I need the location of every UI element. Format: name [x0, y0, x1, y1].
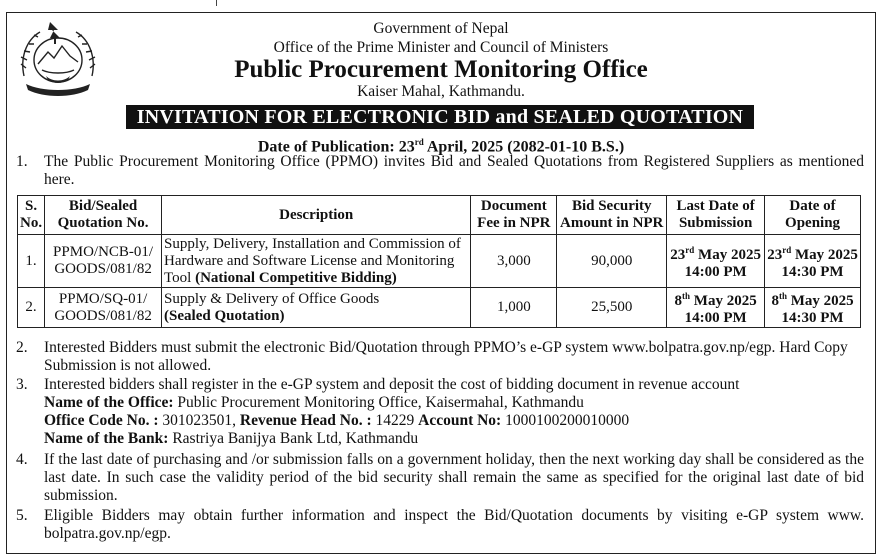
row-last-date: [667, 235, 765, 288]
open-time: 14:30 PM: [781, 263, 844, 280]
open-day-suffix: th: [778, 291, 787, 301]
header-last-date: [667, 196, 765, 235]
last-day-suffix: th: [682, 291, 691, 301]
row-bid-no: [45, 288, 162, 328]
header-fee-line1: Document: [480, 198, 547, 214]
open-day: 8: [771, 293, 779, 309]
header-government: Government of Nepal: [373, 20, 509, 37]
header-bid-security: [557, 196, 667, 235]
bid-no-line1: PPMO/NCB-01/: [53, 244, 154, 260]
header-security-line1: Bid Security: [571, 198, 652, 214]
paragraph-4-number: 4.: [16, 451, 28, 468]
paragraph-2-number: 2.: [16, 339, 28, 356]
paragraph-1-number: 1.: [16, 153, 28, 170]
paragraph-4: [16, 451, 864, 505]
header-sno: [18, 196, 45, 235]
header-bid-line1: Bid/Sealed: [68, 198, 138, 214]
paragraph-5-number: 5.: [16, 507, 28, 524]
header-description: Description: [162, 196, 471, 235]
header-document-fee: [471, 196, 557, 235]
codes-line: [44, 412, 864, 430]
paragraph-1-text: The Public Procurement Monitoring Office (PPMO) invites Bid and Sealed Quotations from Registered Suppliers as mentioned here.: [44, 153, 864, 188]
paragraph-5: [16, 507, 864, 543]
publication-day: 23: [398, 138, 415, 156]
paragraph-3: [16, 376, 864, 448]
paragraph-5-text: Eligible Bidders may obtain further information and inspect the Bid/Quotation documents by visiting e-GP system www. bolpatra.gov.np/egp.: [44, 507, 864, 542]
description-text: Supply, Delivery, Installation and Commission of Hardware and Software License and Monitoring Tool: [164, 235, 461, 286]
header-bid-line2: Quotation No.: [57, 215, 149, 231]
bank-value: Rastriya Banijya Bank Ltd, Kathmandu: [168, 430, 419, 447]
row-description: [162, 235, 471, 288]
row-description: [162, 288, 471, 328]
account-value: 1000100200010000: [501, 412, 630, 429]
header-office: Office of the Prime Minister and Council of Ministers: [273, 39, 609, 56]
top-tick: [216, 0, 217, 6]
revenue-head-label: Revenue Head No. :: [239, 412, 372, 429]
bid-table: [17, 195, 861, 328]
paragraph-2-text: Interested Bidders must submit the electronic Bid/Quotation through PPMO’s e-GP system www.bolpatra.gov.np/egp. Hard Copy Submission is not allowed.: [44, 339, 848, 374]
header-last-line2: Submission: [678, 215, 753, 231]
revenue-head-value: 14229: [371, 412, 419, 429]
header-bid-no: [45, 196, 162, 235]
open-day-suffix: rd: [782, 244, 792, 255]
header-fee-line2: Fee in NPR: [477, 215, 551, 231]
last-day: 23: [670, 246, 686, 263]
open-month-year: May 2025: [786, 293, 854, 309]
header-last-line1: Last Date of: [676, 198, 755, 214]
table-header-row: [18, 196, 861, 235]
row-sno: 2.: [18, 288, 45, 328]
header-open-line1: Date of: [789, 198, 836, 214]
row-bid-security: 25,500: [557, 288, 667, 328]
office-code-label: Office Code No. :: [44, 412, 159, 429]
header-opening-date: [765, 196, 861, 235]
description-method: (Sealed Quotation): [164, 307, 285, 324]
account-label: Account No:: [418, 412, 502, 429]
table-row: [18, 288, 861, 328]
row-sno: 1.: [18, 235, 45, 288]
paragraph-3-number: 3.: [16, 376, 28, 393]
row-document-fee: 1,000: [471, 288, 557, 328]
last-time: 14:00 PM: [684, 263, 747, 280]
header-sno-line1: S.: [25, 198, 38, 214]
open-day: 23: [767, 246, 783, 263]
paragraph-3-text: [44, 376, 864, 448]
invitation-banner: INVITATION FOR ELECTRONIC BID and SEALED QUOTATION: [126, 105, 754, 129]
last-time: 14:00 PM: [684, 310, 747, 326]
paragraph-4-text: If the last date of purchasing and /or submission falls on a government holiday, then the next working day shall be considered as the last date. In such case the validity period of the bid security shall remain the same as specified for the original last date of bid submission.: [44, 451, 864, 504]
office-name-value: Public Procurement Monitoring Office, Kaisermahal, Kathmandu: [173, 394, 584, 411]
row-bid-no: [45, 235, 162, 288]
office-name-label: Name of the Office:: [44, 394, 174, 411]
paragraph-1: [16, 153, 864, 189]
bank-line: [44, 430, 864, 448]
bid-no-line1: PPMO/SQ-01/: [58, 290, 148, 307]
description-method: (National Competitive Bidding): [195, 269, 397, 286]
header-security-line2: Amount in NPR: [560, 215, 664, 231]
last-month-year: May 2025: [690, 293, 757, 309]
row-opening-date: [765, 235, 861, 288]
open-month-year: May 2025: [791, 246, 858, 263]
header-address: Kaiser Mahal, Kathmandu.: [357, 83, 525, 100]
publication-day-suffix: rd: [414, 137, 424, 147]
paragraph-3-intro: Interested bidders shall register in the e-GP system and deposit the cost of bidding document in revenue account: [44, 376, 740, 393]
last-day-suffix: rd: [685, 244, 695, 255]
description-text: Supply & Delivery of Office Goods: [164, 290, 380, 307]
office-code-value: 301023501,: [158, 412, 240, 429]
header-open-line2: Opening: [785, 215, 841, 231]
row-opening-date: [765, 288, 861, 328]
publication-label: Date of Publication:: [257, 138, 399, 156]
last-month-year: May 2025: [694, 246, 761, 263]
last-day: 8: [674, 293, 683, 309]
row-document-fee: 3,000: [471, 235, 557, 288]
header-sno-line2: No.: [20, 215, 43, 231]
bank-label: Name of the Bank:: [44, 430, 169, 447]
row-bid-security: 90,000: [557, 235, 667, 288]
office-name-line: [44, 394, 864, 412]
bid-no-line2: GOODS/081/82: [54, 307, 152, 324]
row-last-date: [667, 288, 765, 328]
header-title: Public Procurement Monitoring Office: [234, 56, 648, 83]
publication-rest: April, 2025 (2082-01-10 B.S.): [423, 138, 625, 156]
table-row: [18, 235, 861, 288]
open-time: 14:30 PM: [781, 310, 844, 326]
paragraph-2: [16, 339, 864, 375]
top-rule: [0, 0, 882, 6]
bid-no-line2: GOODS/081/82: [54, 261, 152, 277]
